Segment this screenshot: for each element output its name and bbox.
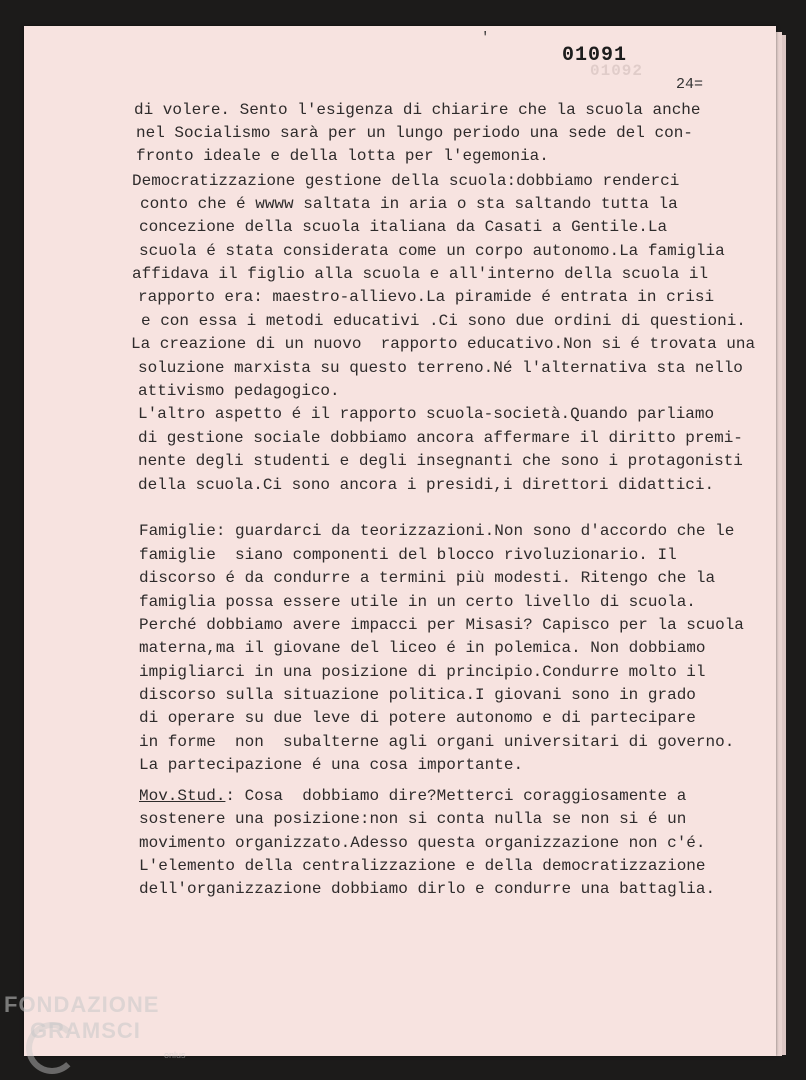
section-label: Mov.Stud. — [139, 787, 226, 805]
text-line: affidava il figlio alla scuola e all'interno della scuola il — [132, 265, 709, 283]
text-line: rapporto era: maestro-allievo.La piramide é entrata in crisi — [138, 288, 715, 306]
watermark-ring-icon — [26, 1022, 78, 1074]
text-line: materna,ma il giovane del liceo é in polemica. Non dobbiamo — [139, 639, 706, 657]
page-number: 24= — [676, 76, 704, 93]
text-line: di volere. Sento l'esigenza di chiarire che la scuola anche — [134, 101, 701, 119]
text-line: concezione della scuola italiana da Casati a Gentile.La — [139, 218, 668, 236]
text-line: fronto ideale e della lotta per l'egemonia. — [136, 147, 549, 165]
text-line: discorso é da condurre a termini più modesti. Ritengo che la — [139, 569, 716, 587]
watermark-subtitle: onlus — [164, 1050, 186, 1060]
watermark-line: FONDAZIONE — [4, 992, 160, 1017]
text-line: La creazione di un nuovo rapporto educativo.Non si é trovata una — [131, 335, 756, 353]
text-line: Democratizzazione gestione della scuola:dobbiamo renderci — [132, 172, 680, 190]
text-line: discorso sulla situazione politica.I giovani sono in grado — [139, 686, 696, 704]
text-line: L'altro aspetto é il rapporto scuola-società.Quando parliamo — [138, 405, 715, 423]
text-line: famiglia possa essere utile in un certo livello di scuola. — [139, 593, 696, 611]
text-line: impigliarci in una posizione di principio.Condurre molto il — [139, 663, 706, 681]
text-line: movimento organizzato.Adesso questa organizzazione non c'é. — [139, 834, 706, 852]
watermark-line: GRAMSCI — [30, 1018, 141, 1043]
archive-number: 01091 — [562, 44, 628, 67]
bleed-through-number: 01092 — [590, 62, 644, 80]
text-line: nente degli studenti e degli insegnanti che sono i protagonisti — [138, 452, 743, 470]
text-line: conto che é wwww saltata in aria o sta saltando tutta la — [140, 195, 678, 213]
text-line: Perché dobbiamo avere impacci per Misasi? Capisco per la scuola — [139, 616, 744, 634]
text-line: La partecipazione é una cosa importante. — [139, 756, 524, 774]
text-line: nel Socialismo sarà per un lungo periodo una sede del con- — [136, 124, 693, 142]
text-line: Famiglie: guardarci da teorizzazioni.Non sono d'accordo che le — [139, 522, 735, 540]
text-line: in forme non subalterne agli organi universitari di governo. — [139, 733, 735, 751]
text-line: famiglie siano componenti del blocco rivoluzionario. Il — [139, 546, 677, 564]
watermark-logo — [4, 992, 159, 1044]
section-text: : Cosa dobbiamo dire?Metterci coraggiosamente a — [225, 787, 687, 805]
text-line: scuola é stata considerata come un corpo autonomo.La famiglia — [139, 242, 725, 260]
text-line: attivismo pedagogico. — [138, 382, 340, 400]
pen-mark: ' — [481, 30, 490, 46]
text-line: di operare su due leve di potere autonomo e di partecipare — [139, 709, 696, 727]
text-line — [139, 786, 686, 806]
text-line: dell'organizzazione dobbiamo dirlo e condurre una battaglia. — [139, 880, 716, 898]
text-line: soluzione marxista su questo terreno.Né l'alternativa sta nello — [138, 359, 743, 377]
text-line: di gestione sociale dobbiamo ancora affermare il diritto premi- — [138, 429, 743, 447]
text-line: e con essa i metodi educativi .Ci sono due ordini di questioni. — [141, 312, 746, 330]
text-line: della scuola.Ci sono ancora i presidi,i direttori didattici. — [138, 476, 715, 494]
text-line: sostenere una posizione:non si conta nulla se non si é un — [139, 810, 687, 828]
text-line: L'elemento della centralizzazione e della democratizzazione — [139, 857, 706, 875]
